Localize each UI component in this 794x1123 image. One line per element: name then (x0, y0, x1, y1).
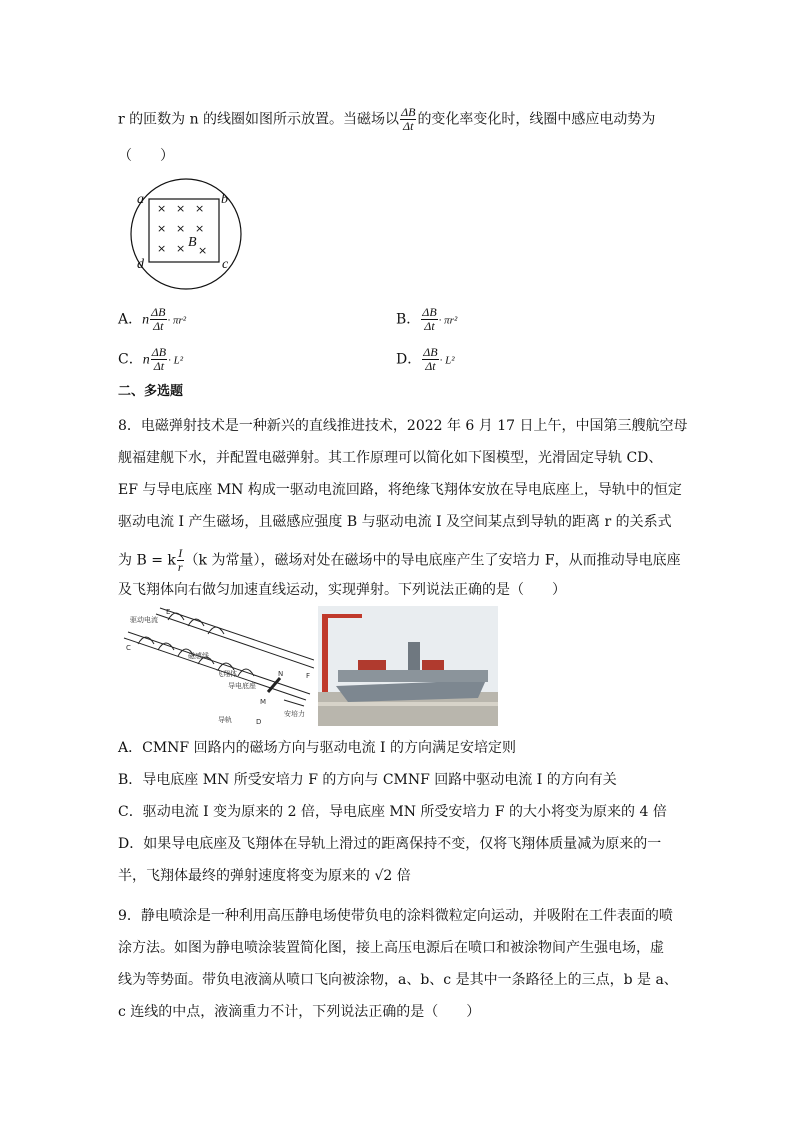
q8-option-d[interactable]: D．如果导电底座及飞翔体在导轨上滑过的距离保持不变，仅将飞翔体质量减为原来的一 (118, 836, 662, 852)
corner-label-d: d (137, 257, 144, 272)
dock-edge (318, 702, 498, 706)
q9-stem-line: 涂方法。如图为静电喷涂装置简化图，接上高压电源后在喷口和被涂物间产生强电场，虚 (118, 940, 664, 956)
label-drive-current: 驱动电流 (130, 616, 158, 624)
deck-banner (422, 660, 444, 670)
label-F: F (306, 672, 311, 680)
aircraft-carrier-photo (318, 606, 498, 726)
q8-option-a[interactable]: A．CMNF 回路内的磁场方向与驱动电流 I 的方向满足安培定则 (118, 740, 517, 756)
island (408, 642, 420, 670)
label-C: C (126, 644, 131, 652)
q9-stem-line: 9．静电喷涂是一种利用高压静电场使带负电的涂料微粒定向运动，并吸附在工件表面的喷 (118, 908, 673, 924)
q7-answer-paren: （ ） (118, 148, 174, 164)
cross-mark: × (157, 222, 167, 235)
label-ampere-force: 安培力 (284, 710, 305, 718)
force-arrow (284, 700, 304, 706)
label-M: M (260, 698, 267, 706)
q7-option-c[interactable]: C．n $\frac{\Delta B}{\Delta t}$ · L² (118, 345, 184, 373)
q8-option-b[interactable]: B．导电底座 MN 所受安培力 F 的方向与 CMNF 回路中驱动电流 I 的方向有关 (118, 772, 617, 788)
label-rail: 导轨 (218, 716, 232, 724)
q7-option-a[interactable]: A．n $\frac{\Delta B}{\Delta t}$ · πr² (118, 305, 187, 333)
cross-mark: × (176, 222, 186, 235)
cross-mark: × (176, 242, 186, 255)
section-heading: 二、多选题 (118, 384, 184, 399)
label-base: 导电底座 (228, 682, 256, 690)
q9-stem-line: 线为等势面。带负电液滴从喷口飞向被涂物，a、b、c 是其中一条路径上的三点，b 是 a、 (118, 972, 678, 988)
corner-label-a: a (137, 192, 144, 207)
q7-option-b[interactable]: B． $\frac{\Delta B}{\Delta t}$ · πr² (396, 305, 458, 333)
q7-stem-part-a: r 的匝数为 n 的线圈如图所示放置。当磁场以 (118, 111, 400, 128)
q7-stem-part-b: 的变化率变化时，线圈中感应电动势为 (417, 111, 656, 128)
label-D: D (256, 718, 262, 726)
rail-line (124, 638, 306, 700)
cross-mark: × (198, 244, 208, 257)
q8-stem-line: EF 与导电底座 MN 构成一驱动电流回路，将绝缘飞翔体安放在导电底座上，导轨中的恒定 (118, 482, 682, 498)
label-field-lines: 磁感线 (188, 652, 209, 660)
deck-banner (358, 660, 386, 670)
cross-mark: × (195, 222, 205, 235)
q8-formula-line: 为 B = k $\frac{I}{r}$ （k 为常量），磁场对处在磁场中的导电底座产生了安培力 F，从而推动导电底座 (118, 546, 681, 574)
cross-mark: × (157, 242, 167, 255)
field-label-B: B (188, 235, 197, 250)
crane (322, 614, 328, 692)
corner-label-b: b (221, 192, 228, 207)
cross-mark: × (195, 202, 205, 215)
crane-arm (322, 614, 362, 618)
q8-stem-line: 及飞翔体向右做匀加速直线运动，实现弹射。下列说法正确的是（ ） (118, 582, 566, 598)
cross-marks (157, 202, 207, 257)
rail-line (128, 632, 310, 694)
corner-label-c: c (222, 257, 229, 272)
label-flyer: 飞翔体 (216, 670, 237, 678)
q7-rate-fraction: $\frac{\Delta B}{\Delta t}$ (401, 105, 416, 133)
field-loops (168, 613, 224, 634)
q7-coil-figure (120, 176, 252, 292)
rail-line (160, 608, 314, 660)
q8-option-d-continued: 半，飞翔体最终的弹射速度将变为原来的 √2 倍 (118, 868, 411, 884)
q8-stem-line: 8．电磁弹射技术是一种新兴的直线推进技术，2022 年 6 月 17 日上午，中国第三艘航空母 (118, 418, 688, 434)
q7-stem-line (118, 106, 655, 133)
q8-option-c[interactable]: C．驱动电流 I 变为原来的 2 倍，导电底座 MN 所受安培力 F 的大小将变为原来的 4 倍 (118, 804, 667, 820)
label-E: E (166, 608, 171, 616)
q9-stem-line: c 连线的中点，液滴重力不计，下列说法正确的是（ ） (118, 1004, 481, 1020)
q8-stem-line: 舰福建舰下水，并配置电磁弹射。其工作原理可以简化如下图模型，光滑固定导轨 CD、 (118, 450, 663, 466)
cross-mark: × (176, 202, 186, 215)
q8-stem-line: 驱动电流 I 产生磁场，且磁感应强度 B 与驱动电流 I 及空间某点到导轨的距离 r 的关系式 (118, 514, 672, 530)
rail-line (156, 614, 314, 668)
q7-option-d[interactable]: D． $\frac{\Delta B}{\Delta t}$ · L² (396, 345, 455, 373)
flight-deck (338, 670, 488, 682)
label-N: N (278, 670, 284, 678)
q8-rail-diagram (118, 604, 314, 728)
cross-mark: × (157, 202, 167, 215)
